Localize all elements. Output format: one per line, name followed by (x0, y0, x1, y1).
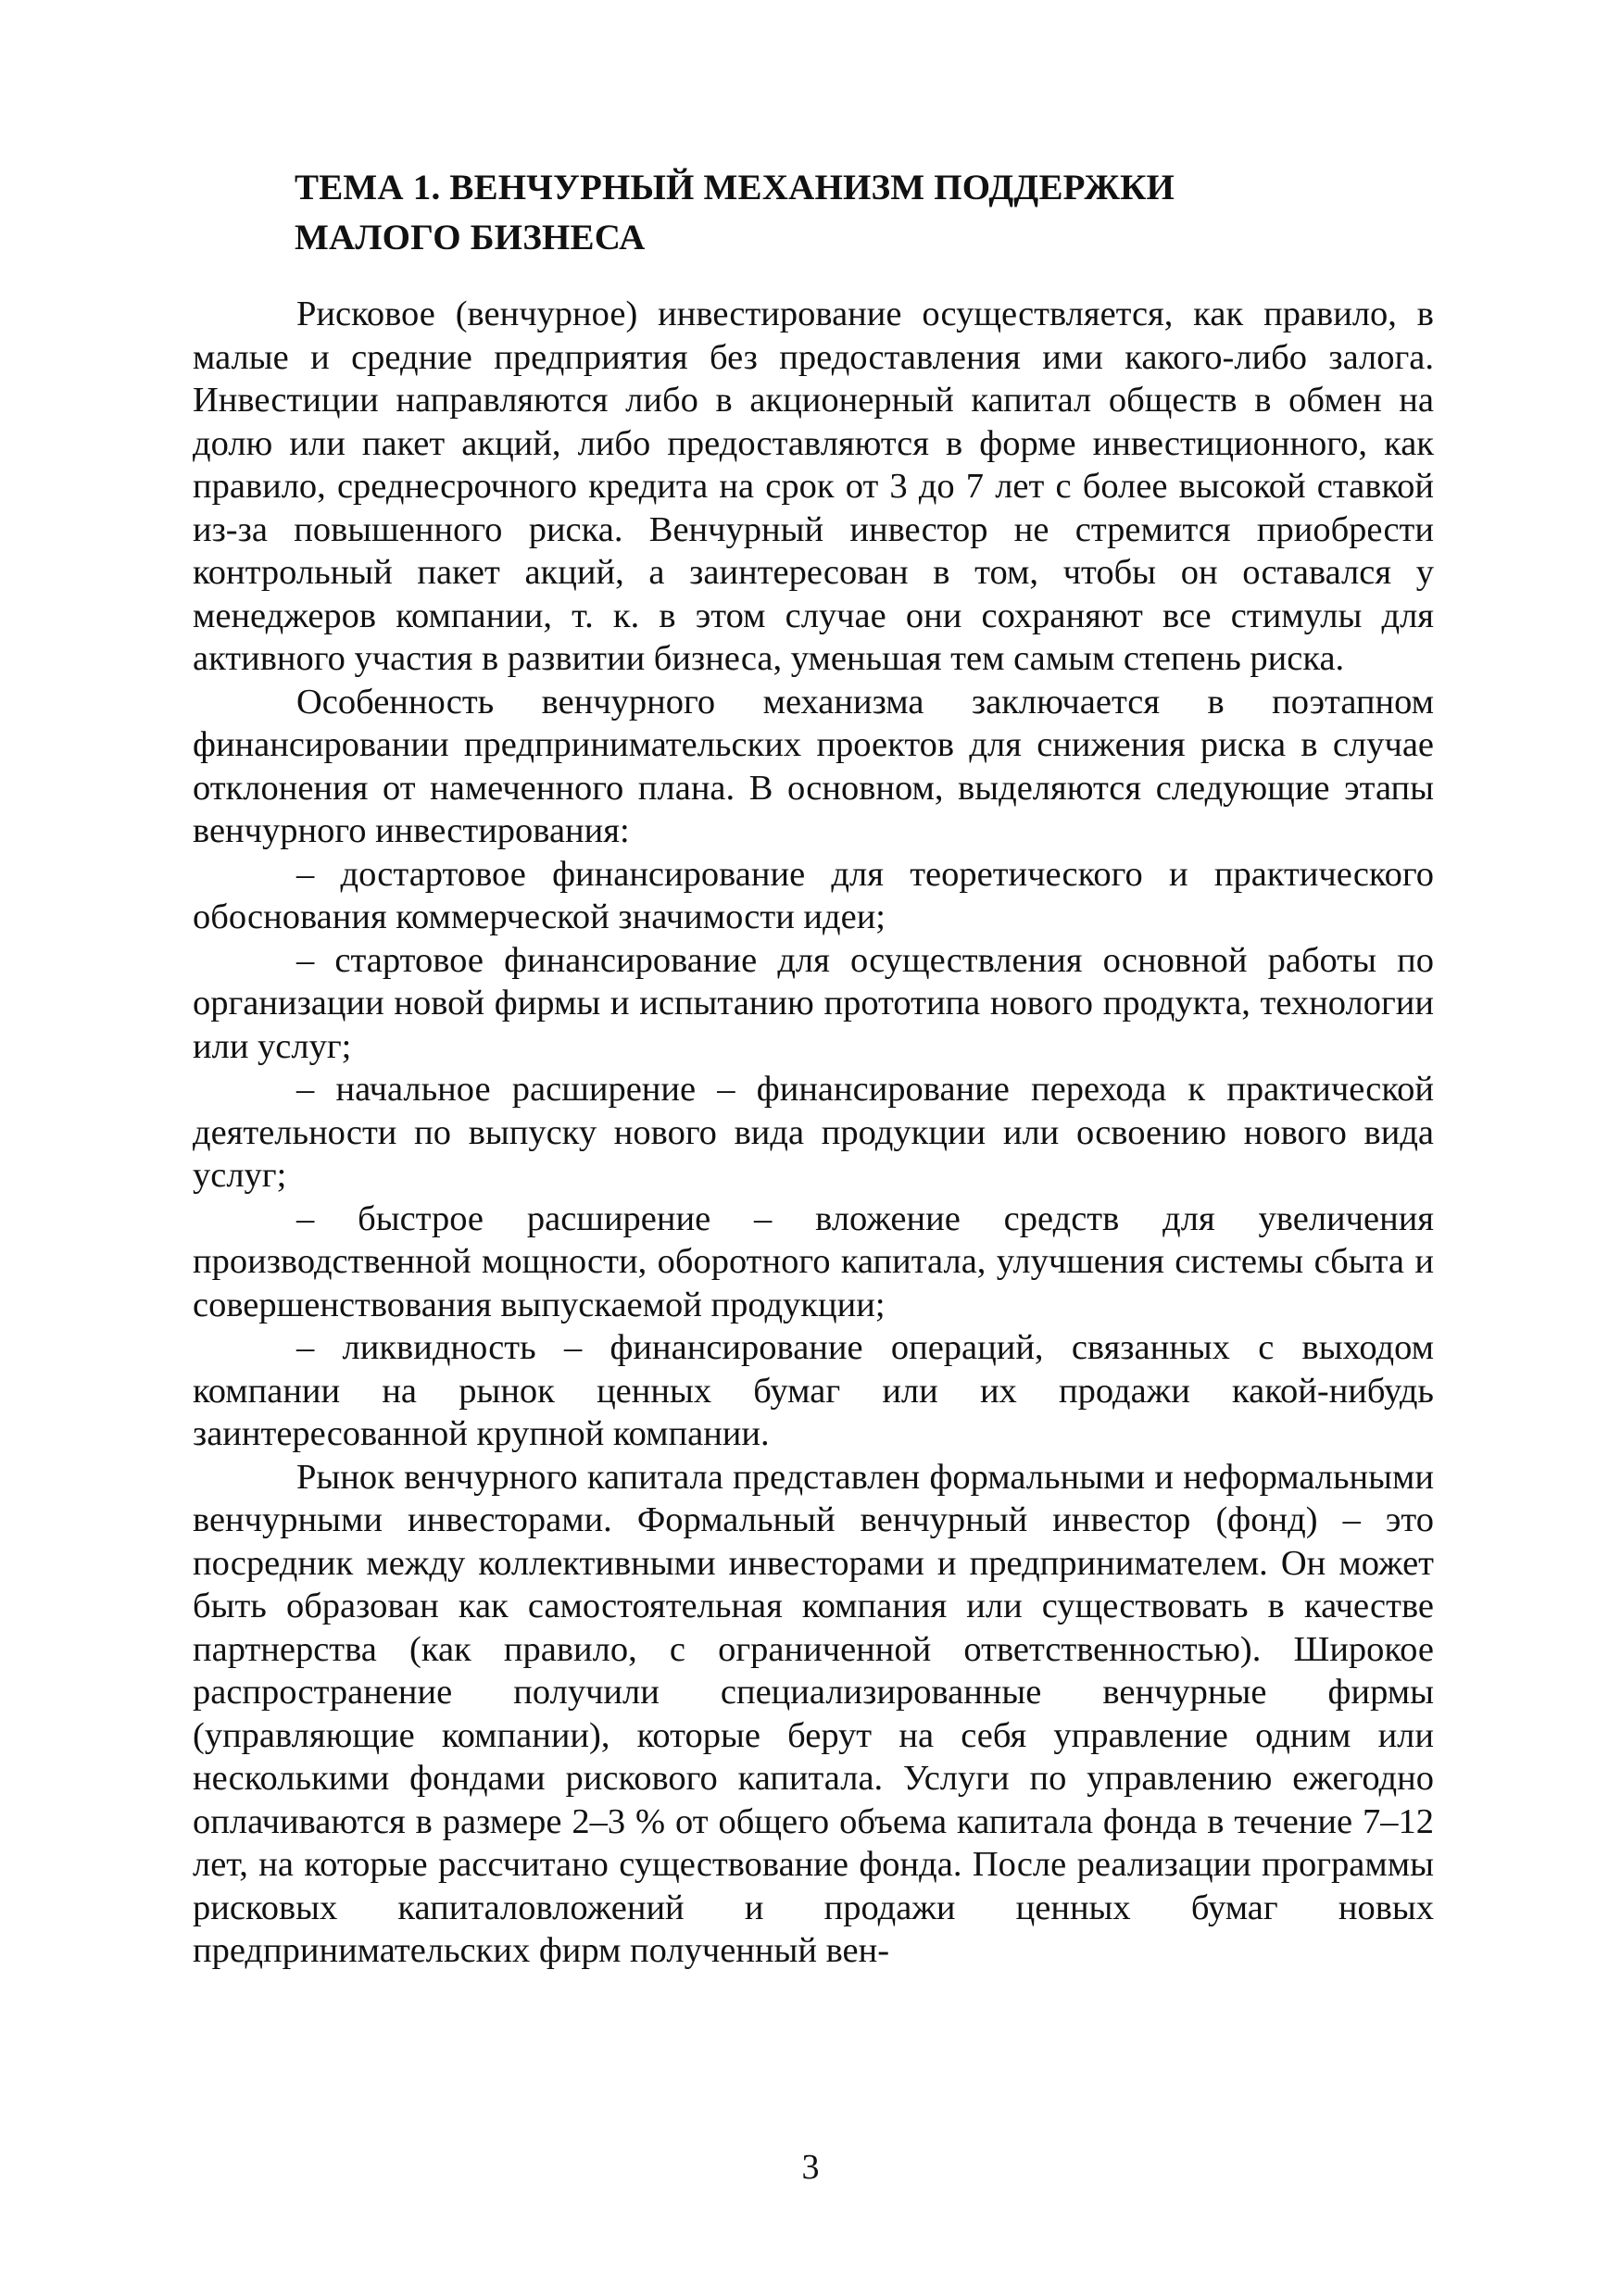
paragraph-venture-market: Рынок венчурного капитала представлен формальными и неформальными венчурными инвесторами. Формальный венчурный инвестор (фонд) – это посредник между коллективными инвесторами и предпринимателем. Он может быть образован как самостоятельная компания или существовать в качестве партнерства (как правило, с ограниченной ответственностью). Широкое распространение получили специализированные венчурные фирмы (управляющие компании), которые берут на себя управление одним или несколькими фондами рискового капитала. Услуги по управлению ежегодно оплачиваются в размере 2–3 % от общего объема капитала фонда в течение 7–12 лет, на которые рассчитано существование фонда. После реализации программы рисковых капиталовложений и продажи ценных бумаг новых предпринимательских фирм полученный вен- (193, 1457, 1434, 1970)
list-item-initial-expansion: – начальное расширение – финансирование перехода к практической деятельности по выпуску нового вида продукции или освоению нового вида услуг; (193, 1070, 1434, 1195)
list-item-liquidity: – ликвидность – финансирование операций, связанных с выходом компании на рынок ценных бумаг или их продажи какой-нибудь заинтересованной крупной компании. (193, 1328, 1434, 1453)
title-line-1: ТЕМА 1. ВЕНЧУРНЫЙ МЕХАНИЗМ ПОДДЕРЖКИ (295, 168, 1175, 207)
list-item-start: – стартовое финансирование для осуществления основной работы по организации новой фирмы и испытанию прототипа нового продукта, технологии или услуг; (193, 940, 1434, 1066)
paragraph-venture-mechanism: Особенность венчурного механизма заключается в поэтапном финансировании предпринимательских проектов для снижения риска в случае отклонения от намеченного плана. В основном, выделяются следующие этапы венчурного инвестирования: (193, 682, 1434, 850)
title-line-2: МАЛОГО БИЗНЕСА (295, 218, 646, 257)
paragraph-venture-investing: Рисковое (венчурное) инвестирование осуществляется, как правило, в малые и средние предприятия без предоставления ими какого-либо залога. Инвестиции направляются либо в акционерный капитал обществ в обмен на долю или пакет акций, либо предоставляются в форме инвестиционного, как правило, среднесрочного кредита на срок от 3 до 7 лет с более высокой ставкой из-за повышенного риска. Венчурный инвестор не стремится приобрести контрольный пакет акций, а заинтересован в том, чтобы он оставался у менеджеров компании, т. к. в этом случае они сохраняют все стимулы для активного участия в развитии бизнеса, уменьшая тем самым степень риска. (193, 295, 1434, 678)
list-item-prestart: – достартовое финансирование для теоретического и практического обоснования коммерческой значимости идеи; (193, 854, 1434, 936)
body-text (193, 293, 1434, 1973)
list-item-rapid-expansion: – быстрое расширение – вложение средств для увеличения производственной мощности, оборотного капитала, улучшения системы сбыта и совершенствования выпускаемой продукции; (193, 1198, 1434, 1324)
page-number: 3 (801, 2148, 820, 2187)
page-title (295, 163, 1406, 263)
